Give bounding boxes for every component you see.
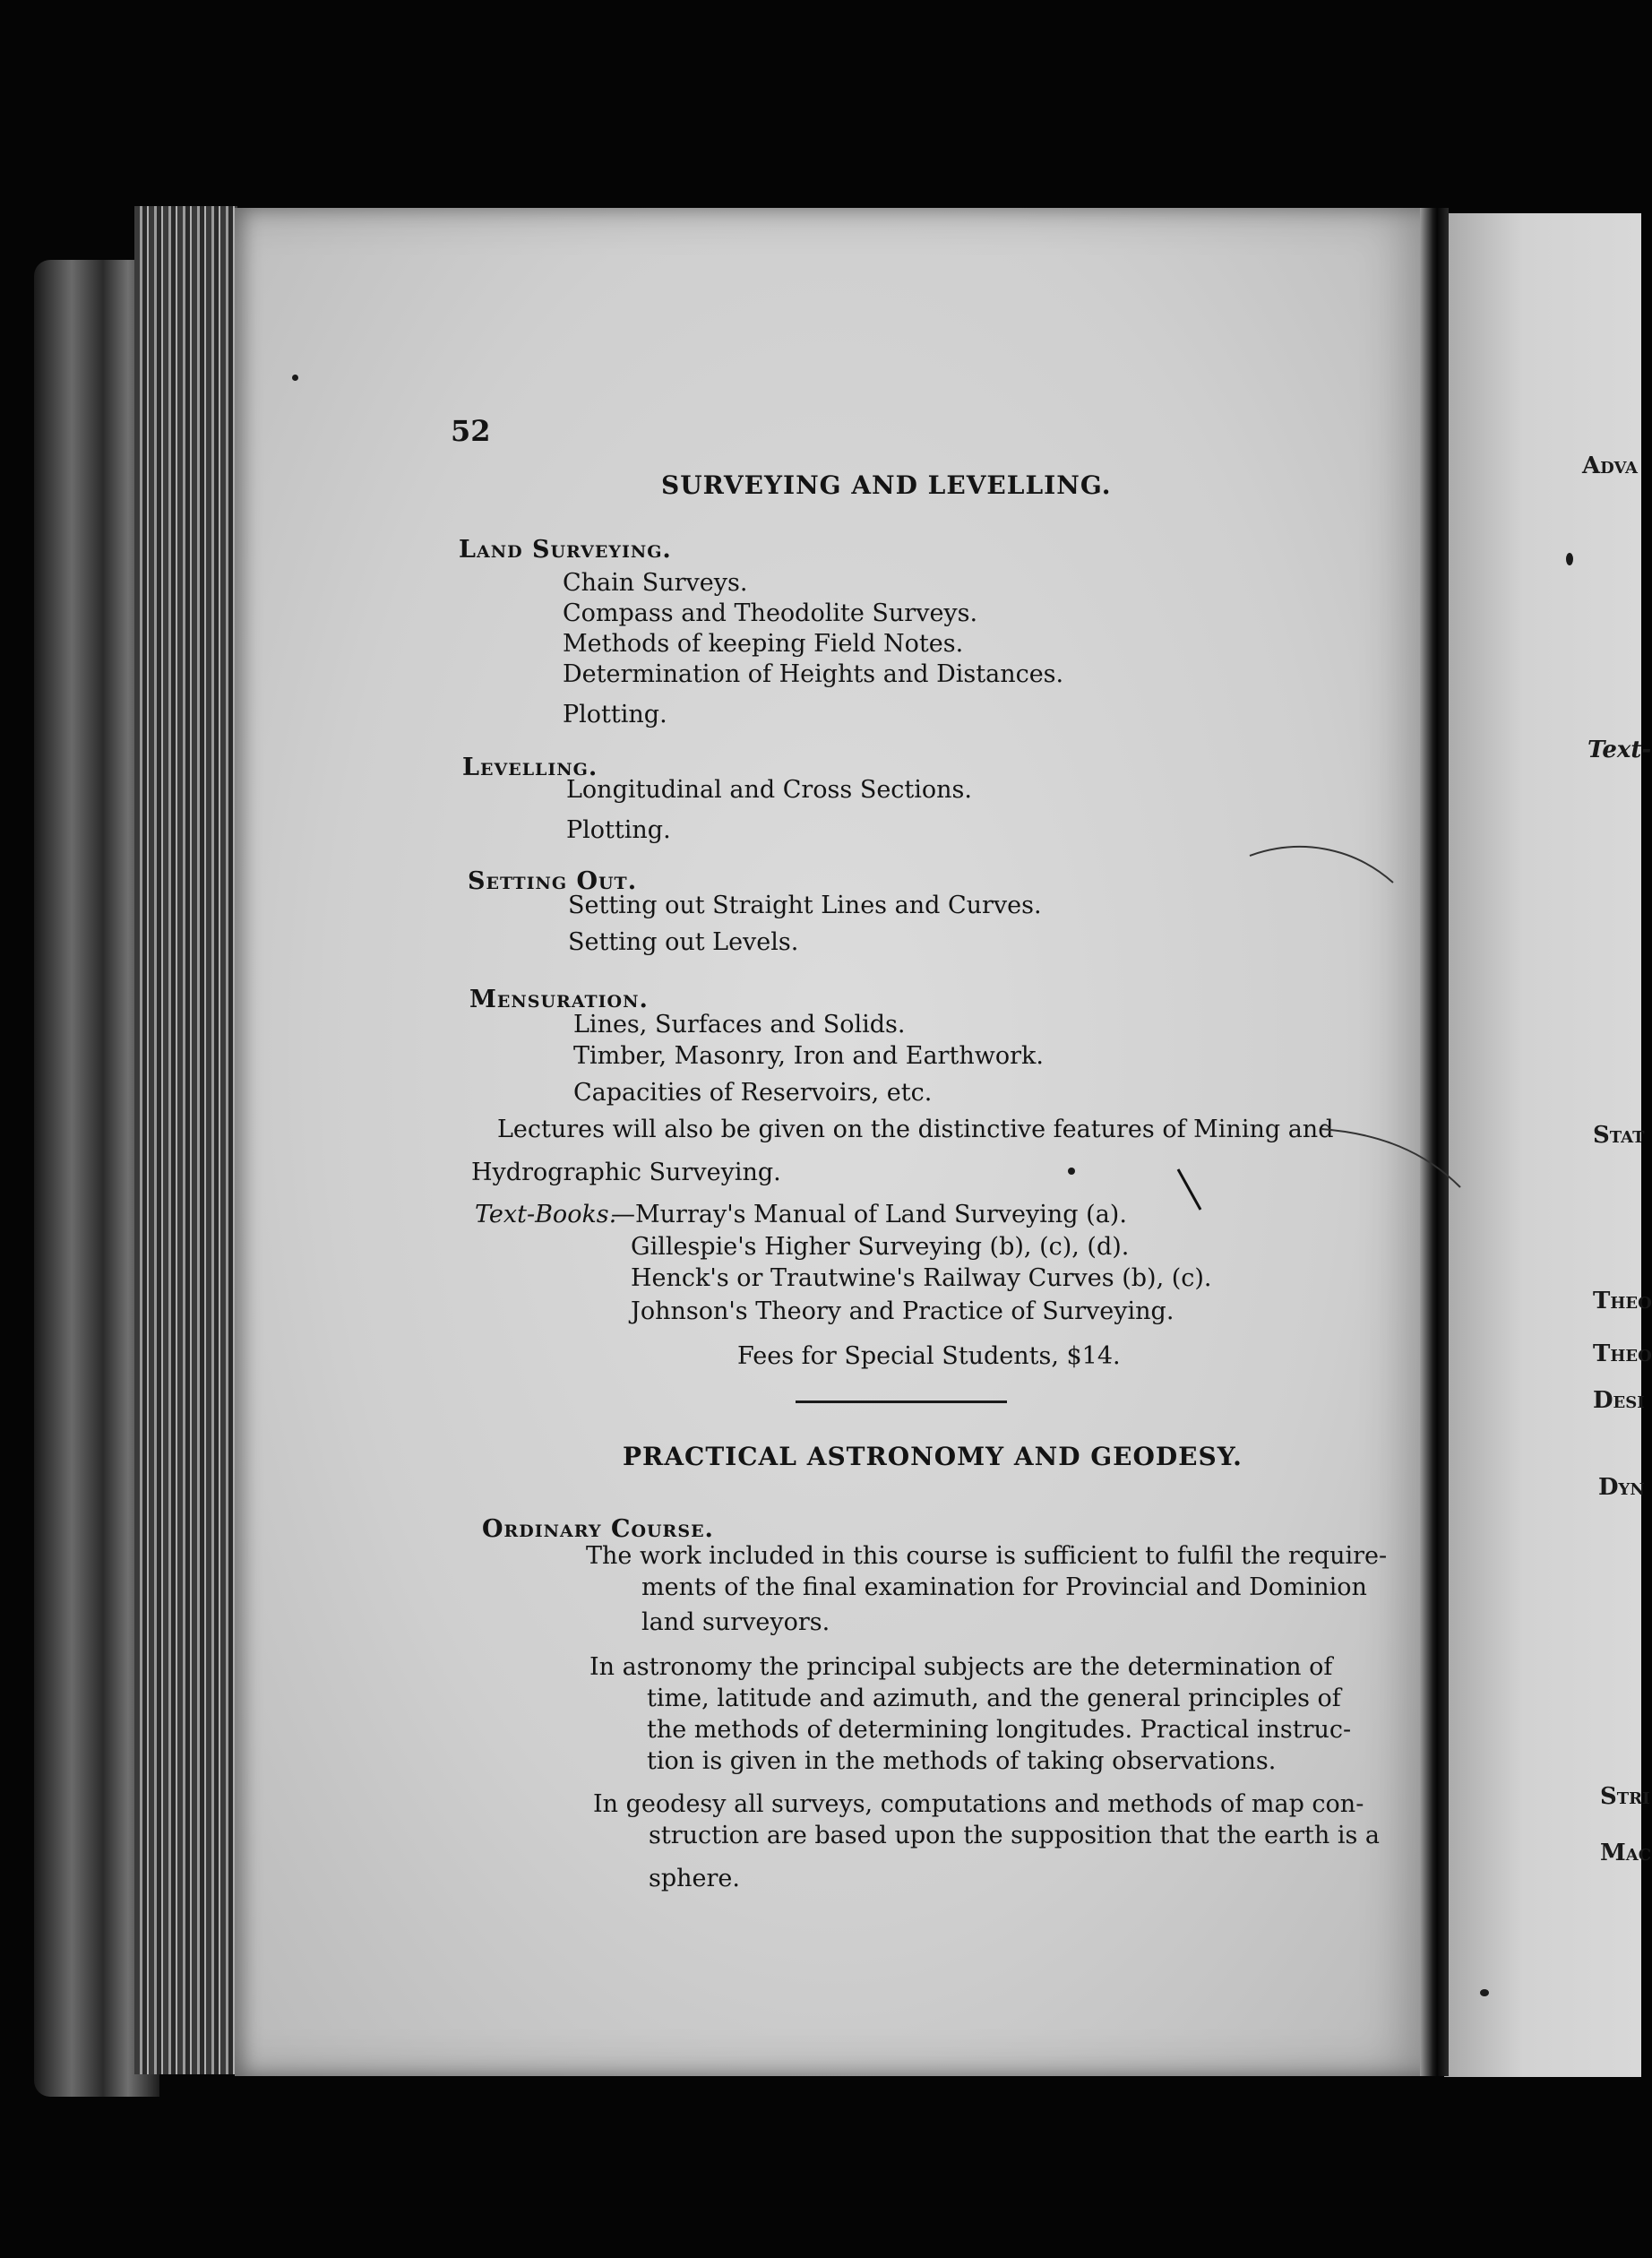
- pencil-mark: [1245, 833, 1398, 905]
- textbook-item: Gillespie's Higher Surveying (b), (c), (d).: [631, 1233, 1130, 1261]
- textbook-item: Henck's or Trautwine's Railway Curves (b), (c).: [631, 1264, 1212, 1292]
- group-heading-levelling: Levelling.: [462, 754, 598, 781]
- right-page-fragment: Stri: [1600, 1783, 1650, 1810]
- group-heading-land-surveying: Land Surveying.: [459, 536, 672, 564]
- list-item: Determination of Heights and Distances.: [563, 660, 1064, 688]
- paragraph-line: time, latitude and azimuth, and the general principles of: [647, 1685, 1341, 1712]
- page-number: 52: [451, 414, 491, 448]
- scan-speck: [292, 375, 298, 381]
- pencil-mark: [1174, 1165, 1209, 1219]
- list-item: Setting out Levels.: [568, 928, 799, 956]
- textbook-item: —Murray's Manual of Land Surveying (a).: [611, 1201, 1127, 1228]
- right-page-fragment: Text-: [1587, 737, 1652, 763]
- page-stack-edge: [134, 206, 237, 2074]
- list-item: Longitudinal and Cross Sections.: [566, 776, 972, 804]
- paragraph-line: the methods of determining longitudes. Practical instruc-: [647, 1716, 1352, 1744]
- paragraph-line: In astronomy the principal subjects are the determination of: [589, 1653, 1333, 1681]
- paragraph-line: land surveyors.: [641, 1608, 830, 1636]
- scan-speck: [1566, 553, 1573, 565]
- section-title-astronomy: PRACTICAL ASTRONOMY AND GEODESY.: [623, 1442, 1243, 1471]
- paragraph-line: struction are based upon the supposition that the earth is a: [649, 1822, 1380, 1849]
- paragraph-line: The work included in this course is sufficient to fulfil the require-: [586, 1542, 1388, 1570]
- right-page-fragment: Stat: [1593, 1122, 1645, 1149]
- right-page-fragment: Theo: [1593, 1340, 1652, 1367]
- right-page-fragment: Theo: [1593, 1288, 1652, 1314]
- section-divider: [796, 1400, 1007, 1403]
- group-heading-ordinary-course: Ordinary Course.: [482, 1515, 714, 1543]
- lectures-line-1: Lectures will also be given on the distinctive features of Mining and: [497, 1116, 1334, 1143]
- textbooks-label: Text-Books.: [475, 1201, 617, 1228]
- section-title-surveying: SURVEYING AND LEVELLING.: [661, 470, 1112, 500]
- paragraph-line: ments of the final examination for Provincial and Dominion: [641, 1573, 1367, 1601]
- right-page-fragment: Mac: [1600, 1840, 1652, 1866]
- paragraph-line: In geodesy all surveys, computations and methods of map con-: [593, 1790, 1364, 1818]
- lectures-line-2: Hydrographic Surveying.: [471, 1159, 781, 1186]
- group-heading-setting-out: Setting Out.: [468, 867, 638, 895]
- scan-speck: [1068, 1168, 1075, 1175]
- list-item: Timber, Masonry, Iron and Earthwork.: [573, 1042, 1044, 1070]
- list-item: Compass and Theodolite Surveys.: [563, 599, 978, 627]
- list-item: Lines, Surfaces and Solids.: [573, 1011, 906, 1039]
- right-page-fragment: Dyn: [1598, 1474, 1645, 1501]
- list-item: Methods of keeping Field Notes.: [563, 630, 964, 658]
- fees-line: Fees for Special Students, $14.: [737, 1342, 1121, 1370]
- textbook-item: Johnson's Theory and Practice of Surveying.: [631, 1297, 1174, 1325]
- list-item: Plotting.: [566, 816, 671, 844]
- list-item: Chain Surveys.: [563, 569, 748, 597]
- group-heading-mensuration: Mensuration.: [469, 986, 649, 1013]
- pencil-mark: [1317, 1111, 1496, 1201]
- right-page-fragment: Adva: [1582, 452, 1638, 479]
- list-item: Capacities of Reservoirs, etc.: [573, 1079, 933, 1107]
- list-item: Setting out Straight Lines and Curves.: [568, 892, 1042, 919]
- paragraph-line: sphere.: [649, 1865, 740, 1892]
- paragraph-line: tion is given in the methods of taking observations.: [647, 1747, 1277, 1775]
- scan-speck: [1480, 1989, 1489, 1996]
- list-item: Plotting.: [563, 701, 667, 728]
- right-page-fragment: Desi: [1593, 1387, 1645, 1414]
